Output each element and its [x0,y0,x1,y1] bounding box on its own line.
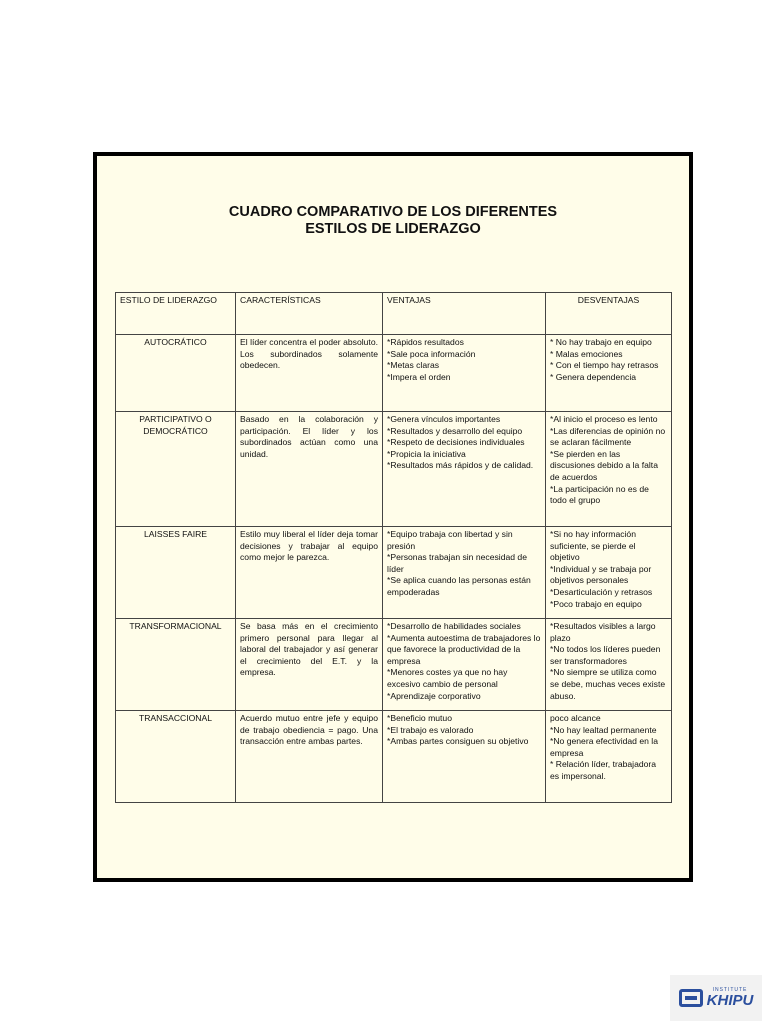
table-row [116,335,672,412]
characteristics-cell: Se basa más en el crecimiento primero personal para llegar al laboral del trabajador y así generar el crecimiento del E.T. y la empresa. [236,619,383,711]
advantages-cell [383,527,546,619]
title-line-1: CUADRO COMPARATIVO DE LOS DIFERENTES [228,204,558,220]
advantages-cell [383,412,546,527]
advantage-item: *Personas trabajan sin necesidad de líder [387,552,527,574]
logo-text [707,988,754,1008]
advantage-item: *Genera vínculos importantes [387,414,501,424]
table-row [116,711,672,803]
characteristics-cell: Basado en la colaboración y participación. El líder y los subordinados actúan como una unidad. [236,412,383,527]
advantage-item: *Aprendizaje corporativo [387,690,481,701]
advantage-item: *Respeto de decisiones individuales [387,437,525,448]
characteristics-cell: Acuerdo mutuo entre jefe y equipo de trabajo obediencia = pago. Una transacción entre ambas partes. [236,711,383,803]
style-name-cell: TRANSFORMACIONAL [116,619,236,711]
disadvantage-item: *No genera efectividad en la empresa [550,736,658,758]
header-style: ESTILO DE LIDERAZGO [116,293,236,335]
disadvantage-item: *Las diferencias de opinión no se aclaran fácilmente [550,425,666,448]
comparison-table [115,292,672,803]
advantage-item: *Ambas partes consiguen su objetivo [387,736,529,747]
advantage-item: *Propicia la iniciativa [387,448,466,459]
advantages-cell [383,711,546,803]
disadvantages-cell [546,619,672,711]
advantage-item: *Impera el orden [387,371,451,382]
khipu-logo [670,975,762,1021]
style-name-cell: TRANSACCIONAL [116,711,236,803]
disadvantage-item: *Poco trabajo en equipo [550,598,642,609]
advantage-item: *Desarrollo de habilidades sociales [387,621,521,631]
advantage-item: *Se aplica cuando las personas están empoderadas [387,575,531,597]
style-name-cell: LAISSES FAIRE [116,527,236,619]
disadvantage-item: *Si no hay información suficiente, se pierde el objetivo [550,529,636,563]
disadvantage-item: *No todos los líderes pueden ser transformadores [550,644,661,666]
disadvantages-cell [546,527,672,619]
advantages-cell [383,335,546,412]
disadvantage-item: *Al inicio el proceso es lento [550,414,658,424]
logo-small-text: INSTITUTE [712,987,748,993]
table-header-row [116,293,672,335]
disadvantage-item: * Relación líder, trabajadora es impersonal. [550,759,657,781]
advantages-cell [383,619,546,711]
advantage-item: *Resultados más rápidos y de calidad. [387,460,534,471]
table-row [116,412,672,527]
disadvantages-cell [546,412,672,527]
style-name-cell: PARTICIPATIVO O DEMOCRÁTICO [116,412,236,527]
disadvantage-item: * No hay trabajo en equipo [550,337,652,347]
advantage-item: *El trabajo es valorado [387,724,474,735]
document-frame [93,152,693,882]
advantage-item: *Menores costes ya que no hay excesivo cambio de personal [387,667,508,689]
table-row [116,619,672,711]
disadvantage-item: * Con el tiempo hay retrasos [550,360,659,371]
disadvantage-item: *No siempre se utiliza como se debe, muchas veces existe abuso. [550,667,666,701]
header-advantages: VENTAJAS [383,293,546,335]
disadvantage-item: * Genera dependencia [550,371,637,382]
disadvantage-item: *Individual y se trabaja por objetivos personales [550,563,652,586]
logo-name: KHIPU [706,992,754,1009]
characteristics-cell: Estilo muy liberal el líder deja tomar decisiones y trabajar al equipo como mejor le parezca. [236,527,383,619]
advantage-item: *Sale poca información [387,348,476,359]
disadvantage-item: *Desarticulación y retrasos [550,586,653,597]
disadvantage-item: *No hay lealtad permanente [550,724,657,735]
header-disadvantages: DESVENTAJAS [546,293,672,335]
advantage-item: *Metas claras [387,360,440,371]
advantage-item: *Rápidos resultados [387,337,464,347]
table-body [116,335,672,803]
disadvantage-item: *Resultados visibles a largo plazo [550,621,656,643]
disadvantages-cell [546,711,672,803]
disadvantage-item: * Malas emociones [550,348,623,359]
advantage-item: *Beneficio mutuo [387,713,452,723]
characteristics-cell: El líder concentra el poder absoluto. Los subordinados solamente obedecen. [236,335,383,412]
advantage-item: *Aumenta autoestima de trabajadores lo que favorece la productividad de la empresa [387,632,541,666]
disadvantage-item: poco alcance [550,713,601,723]
disadvantage-item: *Se pierden en las discusiones debido a la falta de acuerdos [550,448,658,482]
disadvantages-cell [546,335,672,412]
header-characteristics: CARACTERÍSTICAS [236,293,383,335]
khipu-logo-icon [679,989,703,1007]
table-row [116,527,672,619]
disadvantage-item: *La participación no es de todo el grupo [550,483,649,506]
advantage-item: *Resultados y desarrollo del equipo [387,425,523,436]
advantage-item: *Equipo trabaja con libertad y sin presión [387,529,513,551]
style-name-cell: AUTOCRÁTICO [116,335,236,412]
title-line-2: ESTILOS DE LIDERAZGO [305,221,481,237]
document-title [97,204,689,238]
